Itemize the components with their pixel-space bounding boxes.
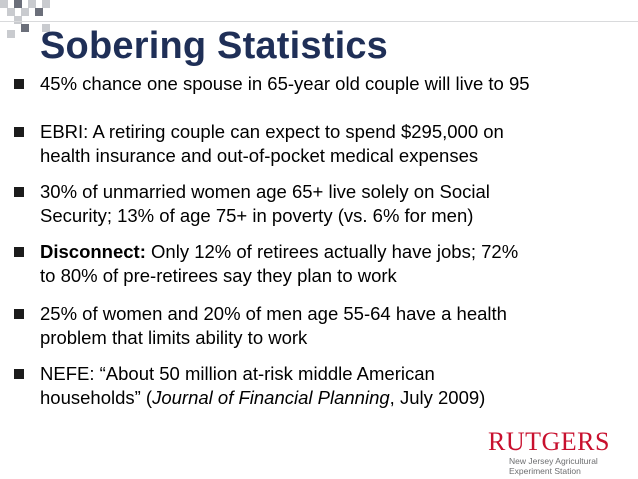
logo-sub-line-1: New Jersey Agricultural (509, 456, 598, 466)
bullet-line (40, 302, 620, 326)
bullet-square-icon (14, 187, 24, 197)
bullet-square-icon (14, 127, 24, 137)
bullet-line (40, 362, 620, 386)
bullet-text (40, 302, 620, 350)
bullet-run: problem that limits ability to work (40, 327, 308, 348)
bullet-line (40, 240, 620, 264)
bullet-text (40, 72, 620, 96)
bullet-line (40, 204, 620, 228)
bullet-run: Only 12% of retirees actually have jobs; 72% (145, 241, 519, 262)
bullet-line (40, 386, 620, 410)
bullet-run: , July 2009) (389, 387, 486, 408)
bullet-text (40, 120, 620, 168)
bullet-run: 25% of women and 20% of men age 55-64 have a health (40, 303, 507, 324)
bullet-line (40, 180, 620, 204)
bullet-square-icon (14, 79, 24, 89)
bullet-run: health insurance and out-of-pocket medical expenses (40, 145, 479, 166)
bullet-text (40, 240, 620, 288)
bullet-run: EBRI: A retiring couple can expect to spend $295,000 on (40, 121, 504, 142)
bullet-run: 30% of unmarried women age 65+ live solely on Social (40, 181, 490, 202)
bullet-text (40, 180, 620, 228)
logo-sub-line-2: Experiment Station (509, 465, 581, 476)
bullet-text (40, 362, 620, 410)
bullet-line (40, 326, 620, 350)
bullet-square-icon (14, 369, 24, 379)
bullet-citation: Journal of Financial Planning (152, 387, 390, 408)
bullet-line (40, 72, 620, 96)
bullet-run: NEFE: “About 50 million at-risk middle American (40, 363, 435, 384)
bullet-line (40, 264, 620, 288)
bullet-run: Security; 13% of age 75+ in poverty (vs. 6% for men) (40, 205, 474, 226)
logo-name: RUTGERS (488, 427, 610, 456)
bullet-run: 45% chance one spouse in 65-year old couple will live to 95 (40, 73, 530, 94)
rutgers-logo (488, 428, 628, 476)
bullet-run: households” ( (40, 387, 153, 408)
bullet-line (40, 144, 620, 168)
logo-subtitle (509, 457, 598, 476)
bullet-square-icon (14, 247, 24, 257)
bullet-run: to 80% of pre-retirees say they plan to work (40, 265, 397, 286)
bullet-square-icon (14, 309, 24, 319)
header-divider (0, 21, 638, 22)
slide-title: Sobering Statistics (40, 25, 388, 67)
bullet-line (40, 120, 620, 144)
bullet-emphasis: Disconnect: (40, 241, 146, 262)
